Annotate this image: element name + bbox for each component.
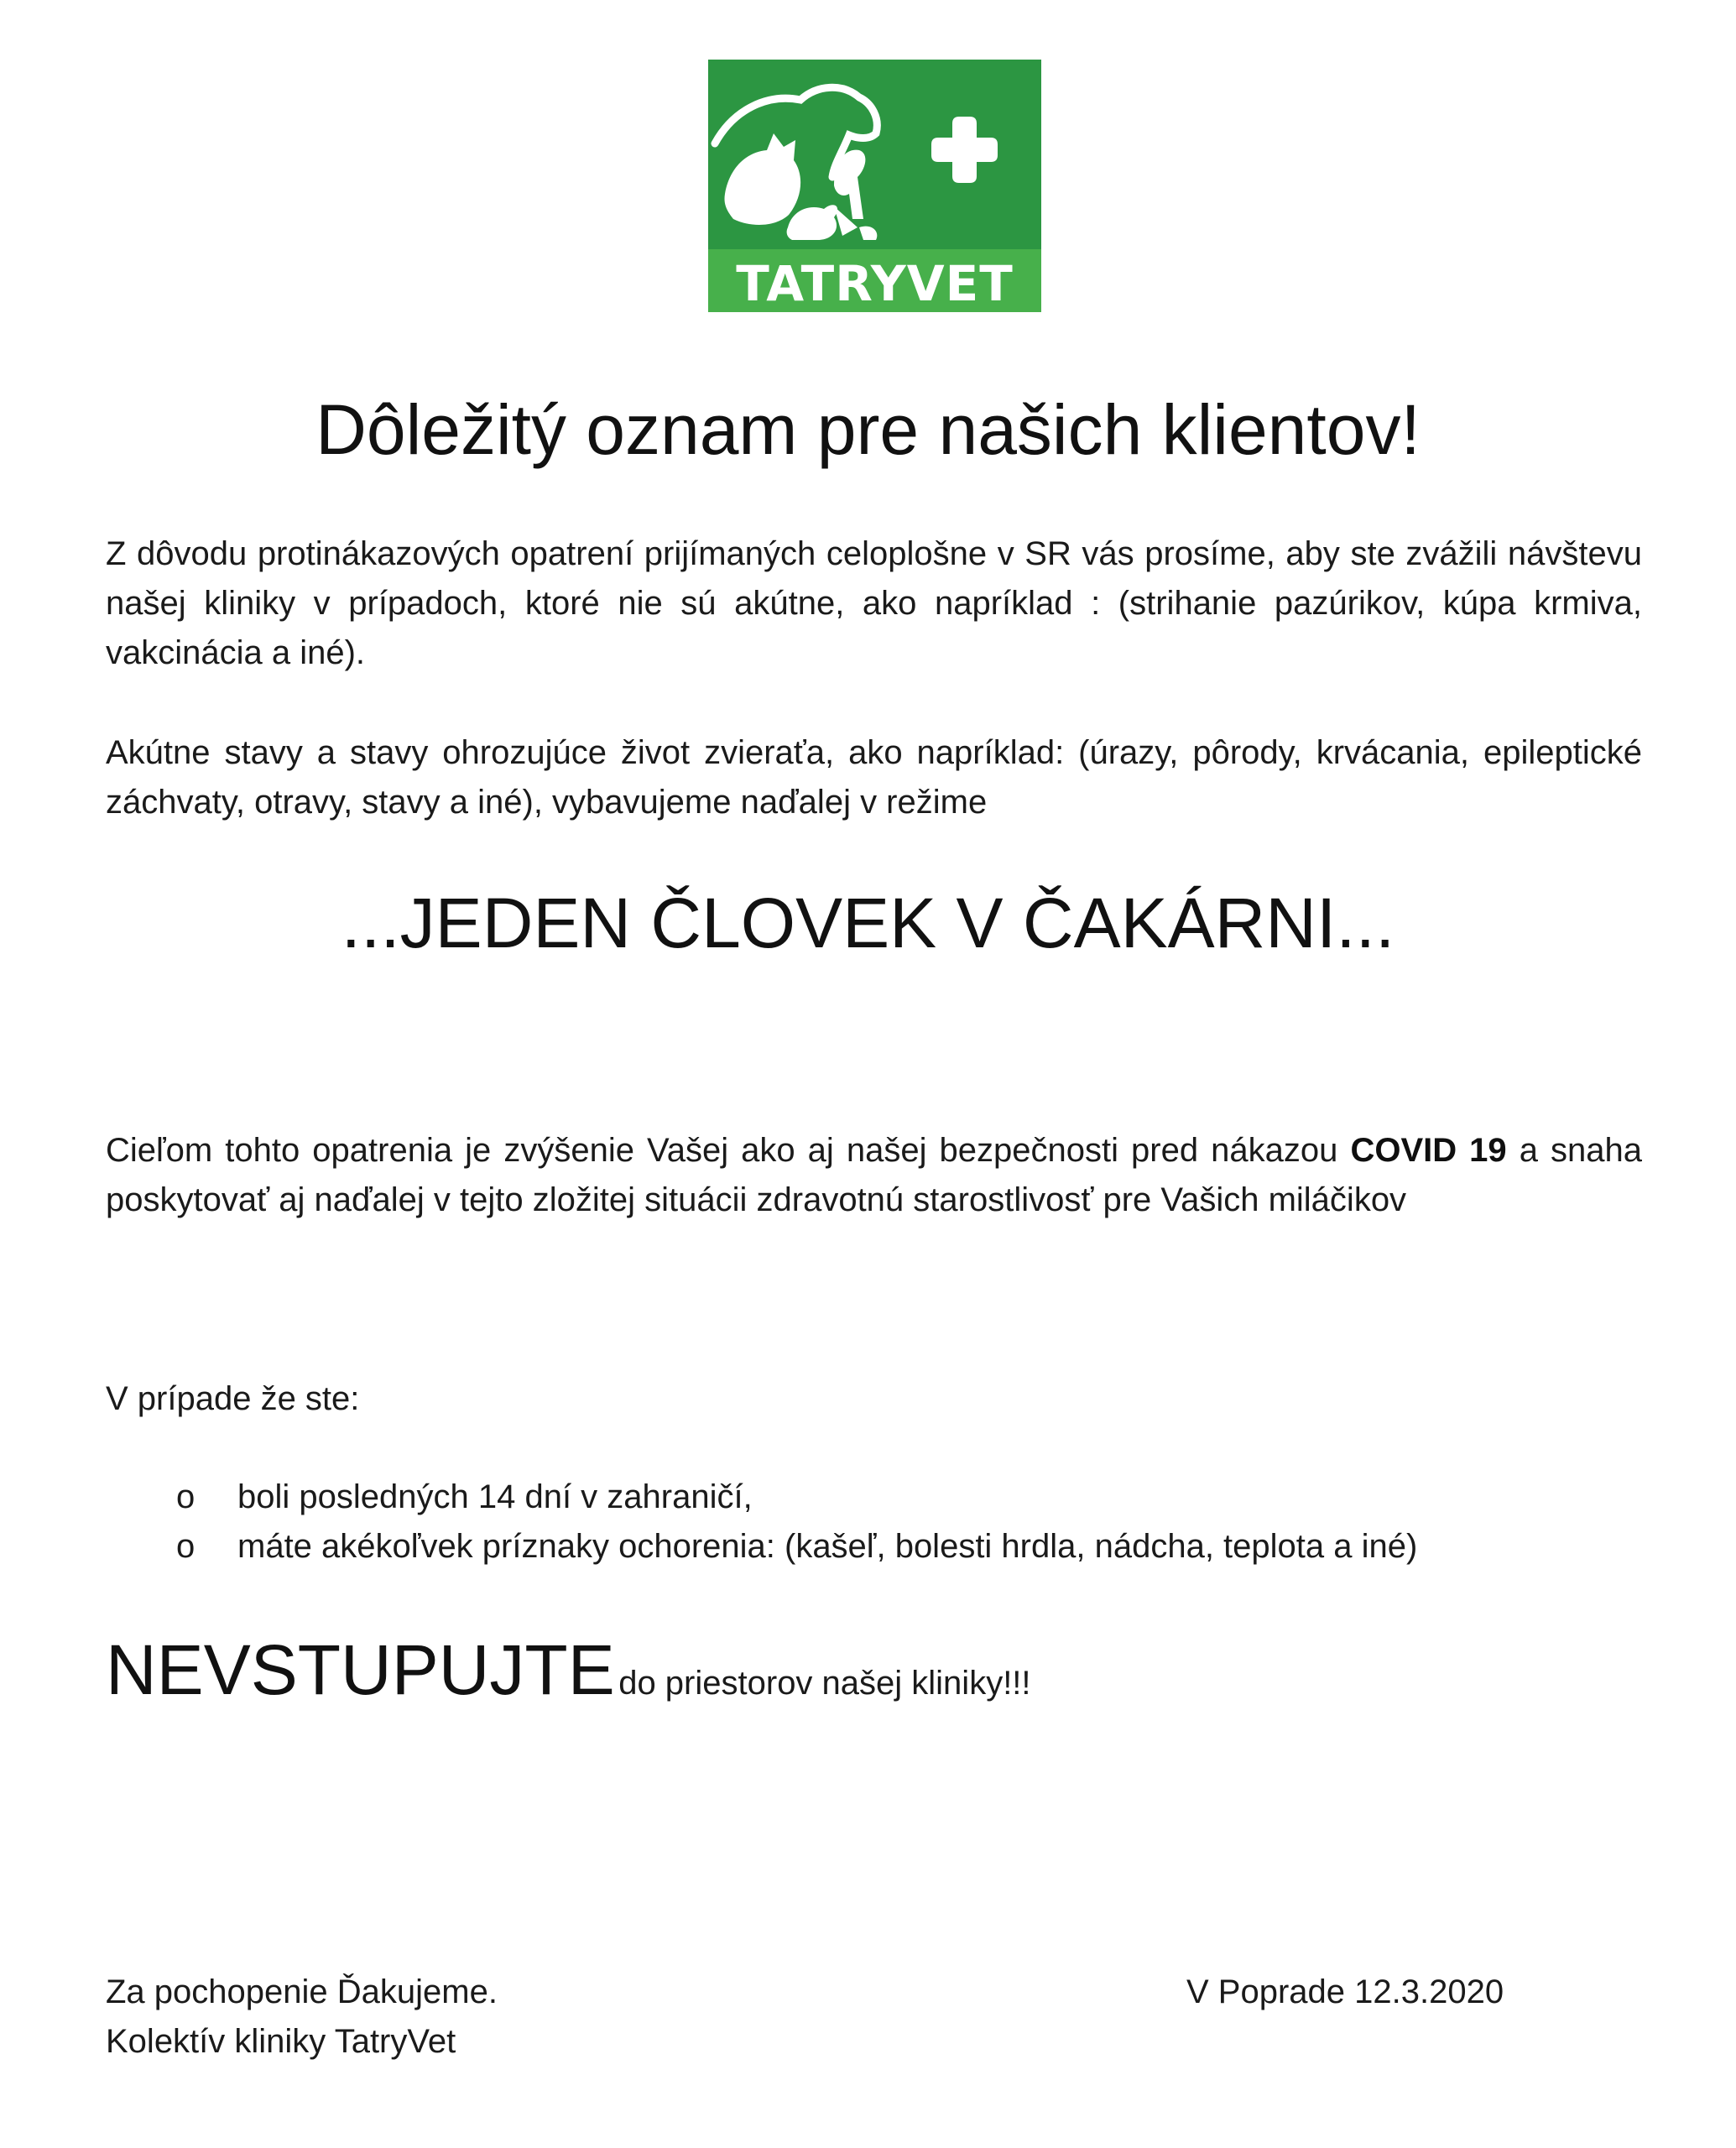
covid-label: COVID 19 xyxy=(1350,1132,1507,1169)
team-text: Kolektív kliniky TatryVet xyxy=(106,2023,456,2060)
paragraph-purpose xyxy=(106,1126,1642,1225)
case-intro: V prípade že ste: xyxy=(106,1380,360,1417)
paragraph-urgent: Akútne stavy a stavy ohrozujúce život zvieraťa, ako napríklad: (úrazy, pôrody, krvácania, epileptické záchvaty, otravy, stavy a iné), vybavujeme naďalej v režime xyxy=(106,734,1642,821)
list-item xyxy=(176,1522,1686,1572)
signature-block xyxy=(106,1968,498,2067)
warning-line xyxy=(106,1628,1616,1733)
tatryvet-logo xyxy=(708,60,1041,312)
bullet-text: boli posledných 14 dní v zahraničí, xyxy=(237,1478,753,1515)
place-date: V Poprade 12.3.2020 xyxy=(1186,1973,1504,2010)
headline-one-person: ...JEDEN ČLOVEK V ČAKÁRNI... xyxy=(341,884,1395,962)
thanks-text: Za pochopenie Ďakujeme. xyxy=(106,1973,498,2010)
condition-list xyxy=(176,1473,1686,1572)
page-title: Dôležitý oznam pre našich klientov! xyxy=(315,390,1421,469)
purpose-text-before: Cieľom tohto opatrenia je zvýšenie Vašej ako aj našej bezpečnosti pred nákazou xyxy=(106,1132,1351,1169)
warning-text: do priestorov našej kliniky!!! xyxy=(618,1665,1031,1702)
logo-text: TATRYVET xyxy=(736,255,1014,312)
paragraph-non-urgent: Z dôvodu protinákazových opatrení prijímaných celoplošne v SR vás prosíme, aby ste zvážili návštevu našej kliniky v prípadoch, ktoré nie sú akútne, ako napríklad : (strihanie pazúrikov, kúpa krmiva, vakcinácia a iné). xyxy=(106,535,1642,671)
bullet-text: máte akékoľvek príznaky ochorenia: (kašeľ, bolesti hrdla, nádcha, teplota a iné) xyxy=(237,1528,1418,1565)
bullet-marker: o xyxy=(176,1528,195,1565)
bullet-marker: o xyxy=(176,1478,195,1515)
medical-cross-icon xyxy=(708,60,1041,249)
list-item xyxy=(176,1473,1686,1522)
purpose-text-after: a snaha poskytovať aj naďalej v tejto zložitej situácii zdravotnú starostlivosť pre Vašich miláčikov xyxy=(106,1132,1642,1218)
warning-word: NEVSTUPUJTE xyxy=(106,1630,615,1709)
